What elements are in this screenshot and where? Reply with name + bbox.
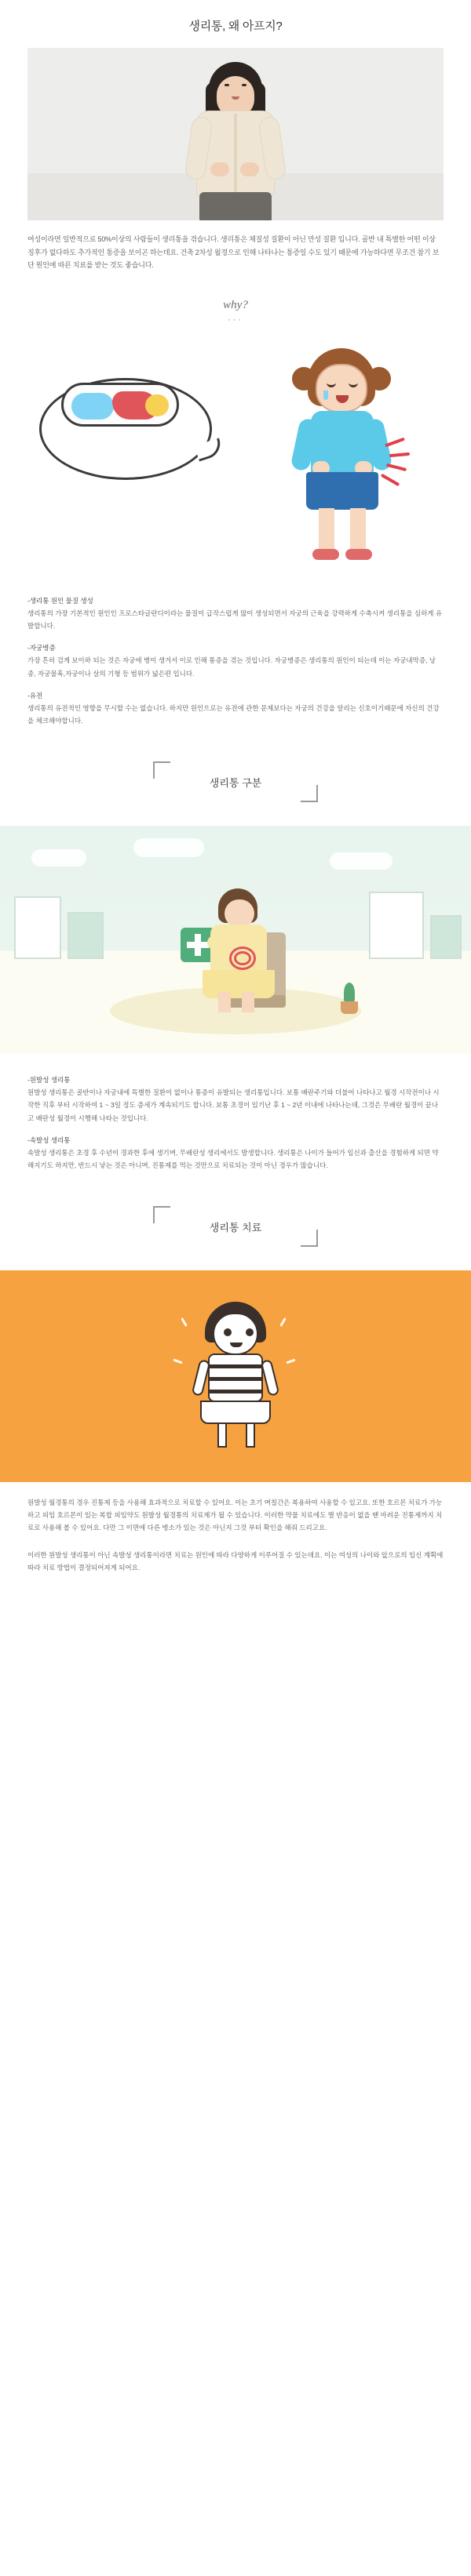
corner-bracket-icon xyxy=(301,785,318,802)
section-heading-3 xyxy=(153,1206,318,1247)
plant-icon xyxy=(338,983,361,1014)
cause-text-0: 생리통의 가장 기본적인 원인인 프로스타글란디이라는 물질이 급작스럽게 많이 생성되면서 자궁의 근육을 강력하게 수축시켜 생리통을 심하게 유발합니다. xyxy=(27,609,443,630)
cause-text-1: 가장 흔히 검게 보이하 되는 것은 자궁에 병이 생겨서 이로 인해 통증을 겪는 것입니다. 자궁병증은 생리통의 원인이 되는데 이는 자궁내막증, 낭종, 자궁물혹,자궁이나 살의 기형 등 범위가 넓은편 입니다. xyxy=(27,656,436,678)
city-scene-woman-seated xyxy=(0,826,471,1053)
cause-label-2: -유전 xyxy=(27,691,43,699)
causes-list xyxy=(0,574,471,727)
type-text-0: 원발성 생리통은 골반이나 자궁내에 특별한 질환이 없이나 통증이 유발되는 생리통입니다. 보통 배란주기와 더불어 나타나고 월경 시작전이나 시작한 직후 부터 시작하여 1 ~ 3일 정도 증세가 계속되기도 합니다. 보통 초경이 있기난 후 1 ~ 2년 이내에 나타나는데, 그것은 무배란 월경이 끝나고 배란성 월경이 시행해 나타는 것입니다. xyxy=(27,1088,440,1122)
why-dots: ··· xyxy=(228,314,243,325)
hero-image-container xyxy=(0,48,471,220)
type-label-0: -원발성 생리통 xyxy=(27,1076,71,1085)
cause-text-2: 생리통의 유전적인 영향을 무시할 수는 없습니다. 하지만 원인으로는 유전에 관한 문제보다는 자궁의 건강을 알리는 신호이기때문에 자신의 건강을 체크해야합니다. xyxy=(27,703,440,725)
section-heading-2-label: 생리통 구분 xyxy=(209,776,262,789)
cramps-illustration-container xyxy=(0,332,471,574)
treatment-paragraph-1: 이러한 원발성 생리통이 아닌 속발성 생리통이라면 치료는 원인에 따라 다양하게 이루어질 수 있는데요. 이는 여성의 나이와 앞으로의 임신 계획에 따라 치료 방법이 결정되어져게 되어요. xyxy=(27,1550,444,1571)
why-mark-block xyxy=(0,272,471,332)
section-heading-2-container xyxy=(0,727,471,826)
section-heading-3-container xyxy=(0,1172,471,1270)
section-heading-3-label: 생리통 치료 xyxy=(209,1221,262,1234)
corner-bracket-icon xyxy=(153,1206,170,1223)
corner-bracket-icon xyxy=(301,1230,318,1247)
type-text-1: 속발성 생리통은 초경 후 수년이 경과한 후에 생기며, 무배란성 생리에서도 발생합니다. 생리통은 나이가 들어가 임신과 출산을 경험하게 되면 약해지기도 하지만, 반드시 낳는 것은 아니며, 진통제를 먹는 것만으로 치료되는 것이 아닌 경우가 많습니다. xyxy=(27,1148,439,1170)
treatment-paragraph-0: 원발성 월경통의 경우 진통제 등을 사용해 효과적으로 치료할 수 있어요. 이는 초기 며칠간은 복용하여 사용할 수 있고요. 또한 호르몬 치료가 가능하고 피임 호르몬이 있는 복합 피임약도 원발성 월경통의 치료제가 될 수 있습니다. 이러한 약물 치료에도 별 반응이 없을 땐 마려운 진통제까지 치료로 사용해 볼 수 있어요. 다만 그 이면에 다른 병소가 있는 것은 아닌지 그것 부터 확인을 해줘 드리고요. xyxy=(27,1499,443,1532)
section-heading-2 xyxy=(153,761,318,802)
intro-paragraph: 여성이라면 일반적으로 50%이상의 사람들이 생리통을 겪습니다. 생리통은 체질성 질환이 아닌 만성 질환 입니다. 골반 내 특별한 어떤 이상 징후가 없다하도 추가적인 통증을 보이곤 하는데요. 건축 2차성 월경으로 인해 나타나는 통증일 수도 있기 때문에 가능하다면 무조건 참기 보단 원인에 따른 치료를 받는 것도 좋습니다. xyxy=(27,235,440,270)
types-list xyxy=(0,1053,471,1172)
hero-photo-woman-abdominal-pain xyxy=(27,48,444,220)
orange-banner-girl xyxy=(0,1270,471,1482)
why-text: why? xyxy=(223,298,248,311)
girl-with-cramps xyxy=(31,347,440,574)
cause-label-1: -자궁병증 xyxy=(27,644,56,652)
sanitary-pad-icon xyxy=(61,383,179,427)
corner-bracket-icon xyxy=(153,761,170,779)
cause-label-0: -생리통 원인 물질 생성 xyxy=(27,596,93,605)
page-title: 생리통, 왜 아프지? xyxy=(188,20,283,33)
type-label-1: -속발성 생리통 xyxy=(27,1135,71,1144)
